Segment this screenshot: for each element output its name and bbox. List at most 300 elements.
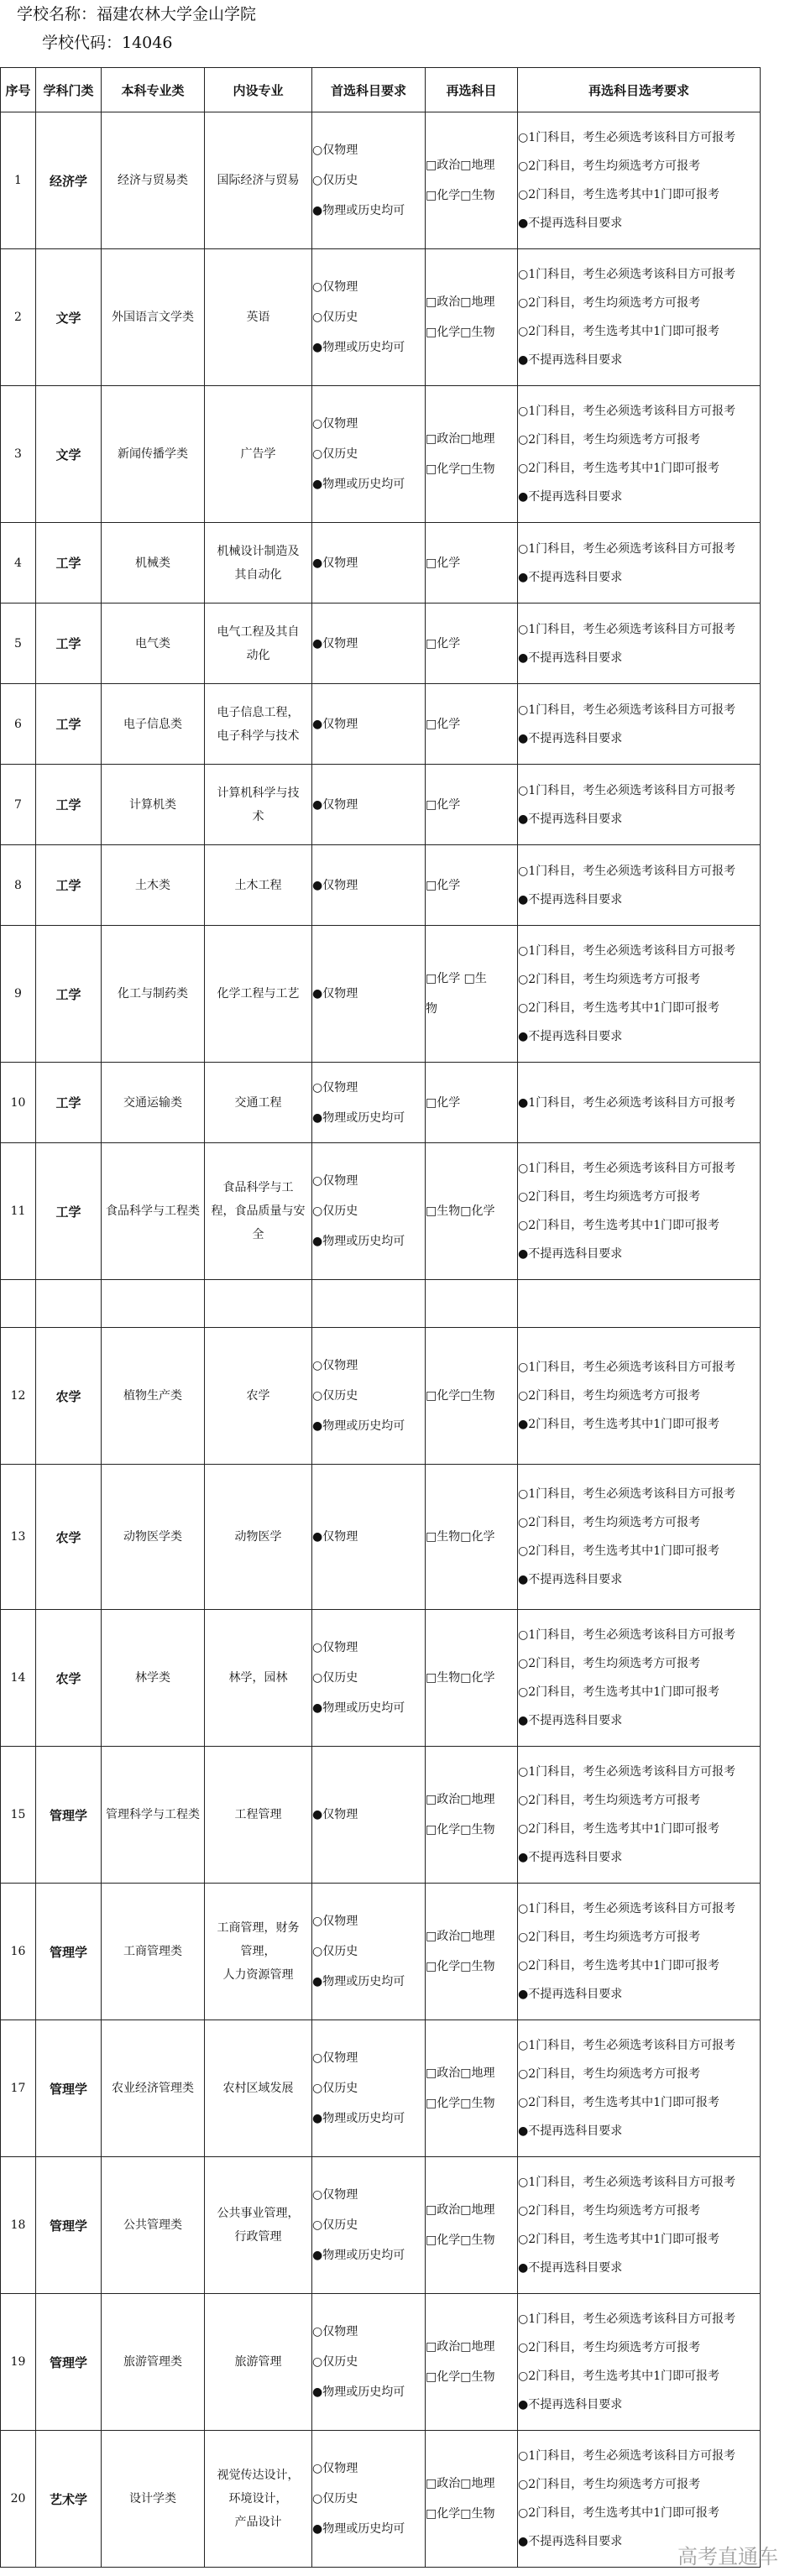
- major-line: 人力资源管理: [222, 1968, 294, 1982]
- req-line: ○1门科目，考生必须选考该科目方可报考: [518, 622, 736, 636]
- req-line: ○1门科目，考生必须选考该科目方可报考: [518, 2176, 736, 2189]
- internal-majors: [205, 1884, 312, 2020]
- first-subject-options: [312, 2294, 426, 2431]
- req-line: ●不提再选科目要求: [518, 651, 623, 665]
- second-subject-options: [426, 1610, 518, 1747]
- internal-majors: [205, 845, 312, 926]
- blank-cell: [518, 1280, 761, 1328]
- discipline-category: 经济学: [36, 112, 102, 249]
- first-subject-options: [312, 1884, 426, 2020]
- blank-cell: [205, 1280, 312, 1328]
- major-line: 农村区域发展: [222, 2082, 294, 2095]
- major-line: 林学，园林: [228, 1671, 288, 1685]
- table-row: [1, 684, 761, 765]
- major-line: 计算机科学与技: [217, 786, 300, 800]
- req-line: ○2门科目，考生选考其中1门即可报考: [518, 188, 720, 201]
- table-row: [1, 1465, 761, 1610]
- first-line: ○仅物理: [312, 2188, 358, 2202]
- table-blank-row: [1, 1280, 761, 1328]
- major-class: 旅游管理类: [102, 2294, 205, 2431]
- internal-majors: [205, 249, 312, 386]
- second-subject-options: [426, 765, 518, 845]
- first-subject-options: [312, 604, 426, 684]
- major-class: 电子信息类: [102, 684, 205, 765]
- first-line: ●物理或历史均可: [312, 341, 405, 354]
- school-name: 学校名称：福建农林大学金山学院: [17, 5, 257, 24]
- major-class: 动物医学类: [102, 1465, 205, 1610]
- discipline-category: 管理学: [36, 1884, 102, 2020]
- req-line: ○2门科目，考生选考其中1门即可报考: [518, 1544, 720, 1558]
- req-line: ○1门科目，考生必须选考该科目方可报考: [518, 405, 736, 418]
- table-row: [1, 249, 761, 386]
- table-row: [1, 2157, 761, 2294]
- req-line: ○1门科目，考生必须选考该科目方可报考: [518, 1902, 736, 1915]
- first-line: ○仅历史: [312, 1389, 358, 1403]
- second-subject-options: [426, 523, 518, 604]
- second-subject-options: [426, 845, 518, 926]
- second-subject-options: [426, 112, 518, 249]
- second-subject-options: [426, 1143, 518, 1280]
- first-subject-options: [312, 1328, 426, 1465]
- req-line: ○2门科目，考生均须选考方可报考: [518, 2478, 701, 2491]
- req-line: ○1门科目，考生必须选考该科目方可报考: [518, 1361, 736, 1374]
- req-line: ○2门科目，考生选考其中1门即可报考: [518, 1822, 720, 1836]
- second-subject-options: [426, 2020, 518, 2157]
- major-line: 动化: [246, 648, 270, 662]
- major-class: 农业经济管理类: [102, 2020, 205, 2157]
- major-class: 工商管理类: [102, 1884, 205, 2020]
- first-subject-options: [312, 684, 426, 765]
- major-line: 电子科学与技术: [217, 729, 300, 743]
- header-category: 学科门类: [36, 68, 102, 112]
- second-subject-requirements: [518, 604, 761, 684]
- second-subject-requirements: [518, 1143, 761, 1280]
- req-line: ○2门科目，考生均须选考方可报考: [518, 2204, 701, 2218]
- internal-majors: [205, 523, 312, 604]
- internal-majors: [205, 1610, 312, 1747]
- first-line: ○仅物理: [312, 2325, 358, 2338]
- row-number: 3: [1, 386, 36, 523]
- second-subject-options: [426, 2294, 518, 2431]
- major-line: 英语: [246, 311, 270, 324]
- second-subject-options: [426, 386, 518, 523]
- internal-majors: [205, 684, 312, 765]
- req-line: ○2门科目，考生选考其中1门即可报考: [518, 1685, 720, 1699]
- row-number: 15: [1, 1747, 36, 1884]
- major-line: 交通工程: [234, 1095, 282, 1110]
- row-number: 14: [1, 1610, 36, 1747]
- second-line: □政治□地理: [426, 1793, 495, 1806]
- first-line: ○仅物理: [312, 2462, 358, 2475]
- second-line: □化学: [426, 717, 461, 731]
- req-line: ○2门科目，考生选考其中1门即可报考: [518, 1219, 720, 1232]
- second-subject-requirements: [518, 2020, 761, 2157]
- first-line: ○仅物理: [312, 144, 358, 157]
- second-line: □政治□地理: [426, 2067, 495, 2080]
- first-subject-options: [312, 2431, 426, 2568]
- req-line: ○1门科目，考生必须选考该科目方可报考: [518, 2449, 736, 2463]
- major-line: 行政管理: [234, 2230, 282, 2244]
- discipline-category: 文学: [36, 386, 102, 523]
- school-code: 学校代码：14046: [42, 34, 173, 52]
- req-line: ●不提再选科目要求: [518, 570, 623, 584]
- req-line: ○2门科目，考生选考其中1门即可报考: [518, 2233, 720, 2246]
- req-line: ○1门科目，考生必须选考该科目方可报考: [518, 1765, 736, 1779]
- req-line: ○1门科目，考生必须选考该科目方可报考: [518, 944, 736, 958]
- major-class: 机械类: [102, 523, 205, 604]
- second-subject-options: [426, 1465, 518, 1610]
- second-line: □化学: [426, 878, 461, 892]
- major-line: 术: [252, 809, 264, 823]
- first-line: ●物理或历史均可: [312, 2249, 405, 2262]
- first-line: ●物理或历史均可: [312, 1419, 405, 1433]
- row-number: 2: [1, 249, 36, 386]
- second-subject-requirements: [518, 249, 761, 386]
- major-class: 计算机类: [102, 765, 205, 845]
- req-line: ●不提再选科目要求: [518, 2261, 623, 2275]
- req-line: ○2门科目，考生均须选考方可报考: [518, 1931, 701, 1944]
- major-class: 化工与制药类: [102, 926, 205, 1063]
- first-line: ●物理或历史均可: [312, 2112, 405, 2125]
- first-line: ○仅历史: [312, 2082, 358, 2095]
- table-row: [1, 523, 761, 604]
- second-line: □化学: [426, 1095, 461, 1110]
- blank-cell: [426, 1280, 518, 1328]
- row-number: 8: [1, 845, 36, 926]
- discipline-category: 艺术学: [36, 2431, 102, 2568]
- req-line: ●不提再选科目要求: [518, 2398, 623, 2411]
- second-line: □化学□生物: [426, 2370, 495, 2384]
- req-line: ○2门科目，考生均须选考方可报考: [518, 2067, 701, 2081]
- major-class: 土木类: [102, 845, 205, 926]
- discipline-category: 管理学: [36, 1747, 102, 1884]
- internal-majors: [205, 1465, 312, 1610]
- first-line: ●物理或历史均可: [312, 1110, 405, 1125]
- req-line: ●不提再选科目要求: [518, 1988, 623, 2001]
- major-line: 产品设计: [234, 2516, 282, 2529]
- first-subject-options: [312, 386, 426, 523]
- second-subject-options: [426, 2431, 518, 2568]
- major-class: 植物生产类: [102, 1328, 205, 1465]
- major-line: 农学: [246, 1389, 270, 1403]
- major-class: 外国语言文学类: [102, 249, 205, 386]
- req-line: ○1门科目，考生必须选考该科目方可报考: [518, 864, 736, 878]
- major-line: 动物医学: [234, 1530, 282, 1544]
- first-line: ○仅物理: [312, 1915, 358, 1928]
- req-line: ●不提再选科目要求: [518, 1573, 623, 1586]
- major-class: 管理科学与工程类: [102, 1747, 205, 1884]
- discipline-category: 农学: [36, 1328, 102, 1465]
- first-line: ○仅物理: [312, 1359, 358, 1372]
- second-line: □政治□地理: [426, 2340, 495, 2354]
- internal-majors: [205, 926, 312, 1063]
- discipline-category: 工学: [36, 684, 102, 765]
- first-line: ●仅物理: [312, 797, 358, 812]
- first-subject-options: [312, 1063, 426, 1143]
- req-line: ●2门科目，考生选考其中1门即可报考: [518, 1418, 720, 1431]
- major-line: 程，食品质量与安: [211, 1204, 306, 1218]
- discipline-category: 工学: [36, 1143, 102, 1280]
- second-subject-requirements: [518, 1063, 761, 1143]
- second-line: □化学□生物: [426, 1389, 495, 1403]
- first-line: ●仅物理: [312, 1530, 358, 1544]
- first-line: ○仅物理: [312, 2051, 358, 2065]
- document-header: [0, 0, 795, 65]
- req-line: ○2门科目，考生均须选考方可报考: [518, 1190, 701, 1204]
- first-line: ○仅历史: [312, 2492, 358, 2505]
- first-line: ○仅物理: [312, 1174, 358, 1188]
- header-no: 序号: [1, 68, 36, 112]
- first-line: ○仅历史: [312, 174, 358, 187]
- first-line: ●仅物理: [312, 717, 358, 731]
- second-subject-requirements: [518, 386, 761, 523]
- major-class: 林学类: [102, 1610, 205, 1747]
- major-line: 公共事业管理，: [217, 2207, 300, 2220]
- first-line: ●仅物理: [312, 1808, 358, 1821]
- second-subject-requirements: [518, 1465, 761, 1610]
- major-line: 机械设计制造及: [217, 544, 300, 558]
- internal-majors: [205, 2431, 312, 2568]
- table-row: [1, 845, 761, 926]
- req-line: ●不提再选科目要求: [518, 731, 623, 745]
- req-line: ○2门科目，考生均须选考方可报考: [518, 296, 701, 310]
- row-number: 13: [1, 1465, 36, 1610]
- internal-majors: [205, 386, 312, 523]
- first-subject-options: [312, 1465, 426, 1610]
- row-number: 9: [1, 926, 36, 1063]
- second-line: □化学□生物: [426, 189, 495, 202]
- req-line: ●1门科目，考生必须选考该科目方可报考: [518, 1095, 736, 1110]
- first-line: ●物理或历史均可: [312, 2385, 405, 2399]
- major-line: 广告学: [240, 447, 276, 461]
- req-line: ○2门科目，考生选考其中1门即可报考: [518, 2370, 720, 2383]
- second-subject-requirements: [518, 112, 761, 249]
- req-line: ○1门科目，考生必须选考该科目方可报考: [518, 783, 736, 797]
- req-line: ○1门科目，考生必须选考该科目方可报考: [518, 1487, 736, 1501]
- major-line: 管理，: [240, 1945, 276, 1958]
- major-class: 电气类: [102, 604, 205, 684]
- first-line: ○仅历史: [312, 1945, 358, 1958]
- discipline-category: 管理学: [36, 2020, 102, 2157]
- major-class: 设计学类: [102, 2431, 205, 2568]
- table-row: [1, 926, 761, 1063]
- first-line: ○仅历史: [312, 311, 358, 324]
- major-line: 食品科学与工: [222, 1181, 294, 1194]
- discipline-category: 工学: [36, 604, 102, 684]
- major-line: 视觉传达设计，: [217, 2469, 300, 2482]
- internal-majors: [205, 1143, 312, 1280]
- first-line: ●物理或历史均可: [312, 1235, 405, 1248]
- major-line: 土木工程: [234, 878, 282, 892]
- req-line: ○2门科目，考生均须选考方可报考: [518, 973, 701, 986]
- req-line: ○2门科目，考生选考其中1门即可报考: [518, 1001, 720, 1015]
- table-body: [1, 112, 761, 2568]
- header-second-requirement: 再选科目选考要求: [518, 68, 761, 112]
- major-line: 工商管理，财务: [217, 1921, 300, 1935]
- row-number: 11: [1, 1143, 36, 1280]
- first-subject-options: [312, 2157, 426, 2294]
- discipline-category: 文学: [36, 249, 102, 386]
- first-line: ○仅历史: [312, 447, 358, 461]
- internal-majors: [205, 604, 312, 684]
- second-subject-requirements: [518, 1884, 761, 2020]
- first-line: ●物理或历史均可: [312, 1975, 405, 1988]
- row-number: 10: [1, 1063, 36, 1143]
- subject-requirements-table: [0, 67, 761, 2568]
- second-line: □化学□生物: [426, 462, 495, 476]
- req-line: ○2门科目，考生均须选考方可报考: [518, 2341, 701, 2354]
- first-subject-options: [312, 1610, 426, 1747]
- discipline-category: 工学: [36, 845, 102, 926]
- req-line: ○2门科目，考生均须选考方可报考: [518, 433, 701, 447]
- header-first-subject: 首选科目要求: [312, 68, 426, 112]
- first-line: ●仅物理: [312, 987, 358, 1001]
- blank-cell: [1, 1280, 36, 1328]
- second-subject-requirements: [518, 926, 761, 1063]
- second-subject-requirements: [518, 1747, 761, 1884]
- second-line: □生物□化学: [426, 1530, 495, 1544]
- second-subject-options: [426, 1747, 518, 1884]
- req-line: ●不提再选科目要求: [518, 2535, 623, 2548]
- discipline-category: 农学: [36, 1465, 102, 1610]
- blank-cell: [312, 1280, 426, 1328]
- req-line: ○2门科目，考生选考其中1门即可报考: [518, 462, 720, 475]
- first-line: ●物理或历史均可: [312, 204, 405, 217]
- first-subject-options: [312, 765, 426, 845]
- watermark: 高考直通车: [677, 2545, 778, 2568]
- second-line: □政治□地理: [426, 159, 495, 172]
- blank-cell: [102, 1280, 205, 1328]
- first-subject-options: [312, 523, 426, 604]
- req-line: ○1门科目，考生必须选考该科目方可报考: [518, 703, 736, 717]
- req-line: ○2门科目，考生选考其中1门即可报考: [518, 1959, 720, 1972]
- req-line: ○2门科目，考生均须选考方可报考: [518, 159, 701, 173]
- second-subject-requirements: [518, 845, 761, 926]
- second-subject-options: [426, 926, 518, 1063]
- first-line: ○仅物理: [312, 1080, 358, 1095]
- req-line: ○2门科目，考生均须选考方可报考: [518, 1657, 701, 1670]
- req-line: ○1门科目，考生必须选考该科目方可报考: [518, 2039, 736, 2052]
- req-line: ○1门科目，考生必须选考该科目方可报考: [518, 1162, 736, 1175]
- second-line: □化学: [426, 556, 461, 570]
- table-row: [1, 2020, 761, 2157]
- major-line: 电子信息工程，: [217, 705, 300, 719]
- header-class: 本科专业类: [102, 68, 205, 112]
- discipline-category: 工学: [36, 926, 102, 1063]
- internal-majors: [205, 1747, 312, 1884]
- second-line: □政治□地理: [426, 295, 495, 309]
- major-class: 交通运输类: [102, 1063, 205, 1143]
- second-subject-requirements: [518, 684, 761, 765]
- second-subject-options: [426, 1884, 518, 2020]
- first-line: ○仅历史: [312, 1671, 358, 1685]
- second-line: □生物□化学: [426, 1204, 495, 1218]
- discipline-category: 工学: [36, 765, 102, 845]
- table-row: [1, 1143, 761, 1280]
- second-line: □政治□地理: [426, 1930, 495, 1943]
- table-row: [1, 2294, 761, 2431]
- major-line: 其自动化: [234, 567, 282, 582]
- req-line: ●不提再选科目要求: [518, 217, 623, 230]
- first-subject-options: [312, 1747, 426, 1884]
- major-line: 工程管理: [234, 1808, 282, 1821]
- first-line: ●仅物理: [312, 556, 358, 570]
- table-row: [1, 2431, 761, 2568]
- major-class: 经济与贸易类: [102, 112, 205, 249]
- second-subject-options: [426, 2157, 518, 2294]
- first-subject-options: [312, 249, 426, 386]
- row-number: 18: [1, 2157, 36, 2294]
- req-line: ○1门科目，考生必须选考该科目方可报考: [518, 268, 736, 281]
- row-number: 4: [1, 523, 36, 604]
- first-line: ●物理或历史均可: [312, 478, 405, 491]
- internal-majors: [205, 112, 312, 249]
- row-number: 6: [1, 684, 36, 765]
- second-line: □化学: [426, 636, 461, 651]
- second-line: □化学: [426, 797, 461, 812]
- first-subject-options: [312, 1143, 426, 1280]
- second-line: □化学□生物: [426, 2234, 495, 2247]
- discipline-category: 管理学: [36, 2157, 102, 2294]
- table-row: [1, 1884, 761, 2020]
- req-line: ●不提再选科目要求: [518, 1030, 623, 1043]
- second-subject-requirements: [518, 523, 761, 604]
- second-line: □化学□生物: [426, 326, 495, 339]
- discipline-category: 工学: [36, 1063, 102, 1143]
- major-class: 食品科学与工程类: [102, 1143, 205, 1280]
- first-line: ○仅历史: [312, 1204, 358, 1218]
- table-row: [1, 1328, 761, 1465]
- second-line: □政治□地理: [426, 2203, 495, 2217]
- discipline-category: 农学: [36, 1610, 102, 1747]
- req-line: ●不提再选科目要求: [518, 353, 623, 367]
- req-line: ○1门科目，考生必须选考该科目方可报考: [518, 541, 736, 556]
- major-line: 化学工程与工艺: [217, 987, 300, 1001]
- internal-majors: [205, 1063, 312, 1143]
- req-line: ○2门科目，考生选考其中1门即可报考: [518, 325, 720, 338]
- second-subject-options: [426, 249, 518, 386]
- major-class: 新闻传播学类: [102, 386, 205, 523]
- table-row: [1, 1610, 761, 1747]
- first-subject-options: [312, 926, 426, 1063]
- second-line: □政治□地理: [426, 2477, 495, 2490]
- second-subject-requirements: [518, 2157, 761, 2294]
- table-header-row: [1, 68, 761, 112]
- second-subject-requirements: [518, 1328, 761, 1465]
- table-row: [1, 604, 761, 684]
- req-line: ○2门科目，考生均须选考方可报考: [518, 1389, 701, 1403]
- major-line: 全: [252, 1228, 264, 1241]
- table-row: [1, 765, 761, 845]
- major-class: 公共管理类: [102, 2157, 205, 2294]
- second-line: □化学 □生: [426, 972, 487, 985]
- row-number: 16: [1, 1884, 36, 2020]
- second-line: □化学□生物: [426, 2507, 495, 2521]
- table-row: [1, 1063, 761, 1143]
- second-subject-requirements: [518, 765, 761, 845]
- req-line: ○1门科目，考生必须选考该科目方可报考: [518, 2312, 736, 2326]
- first-subject-options: [312, 2020, 426, 2157]
- first-line: ●物理或历史均可: [312, 2522, 405, 2536]
- req-line: ○1门科目，考生必须选考该科目方可报考: [518, 131, 736, 144]
- internal-majors: [205, 2020, 312, 2157]
- req-line: ●不提再选科目要求: [518, 1851, 623, 1864]
- first-line: ○仅历史: [312, 2218, 358, 2232]
- second-line: □生物□化学: [426, 1671, 495, 1685]
- req-line: ○2门科目，考生均须选考方可报考: [518, 1794, 701, 1807]
- first-line: ○仅物理: [312, 417, 358, 431]
- second-line: □化学□生物: [426, 2097, 495, 2110]
